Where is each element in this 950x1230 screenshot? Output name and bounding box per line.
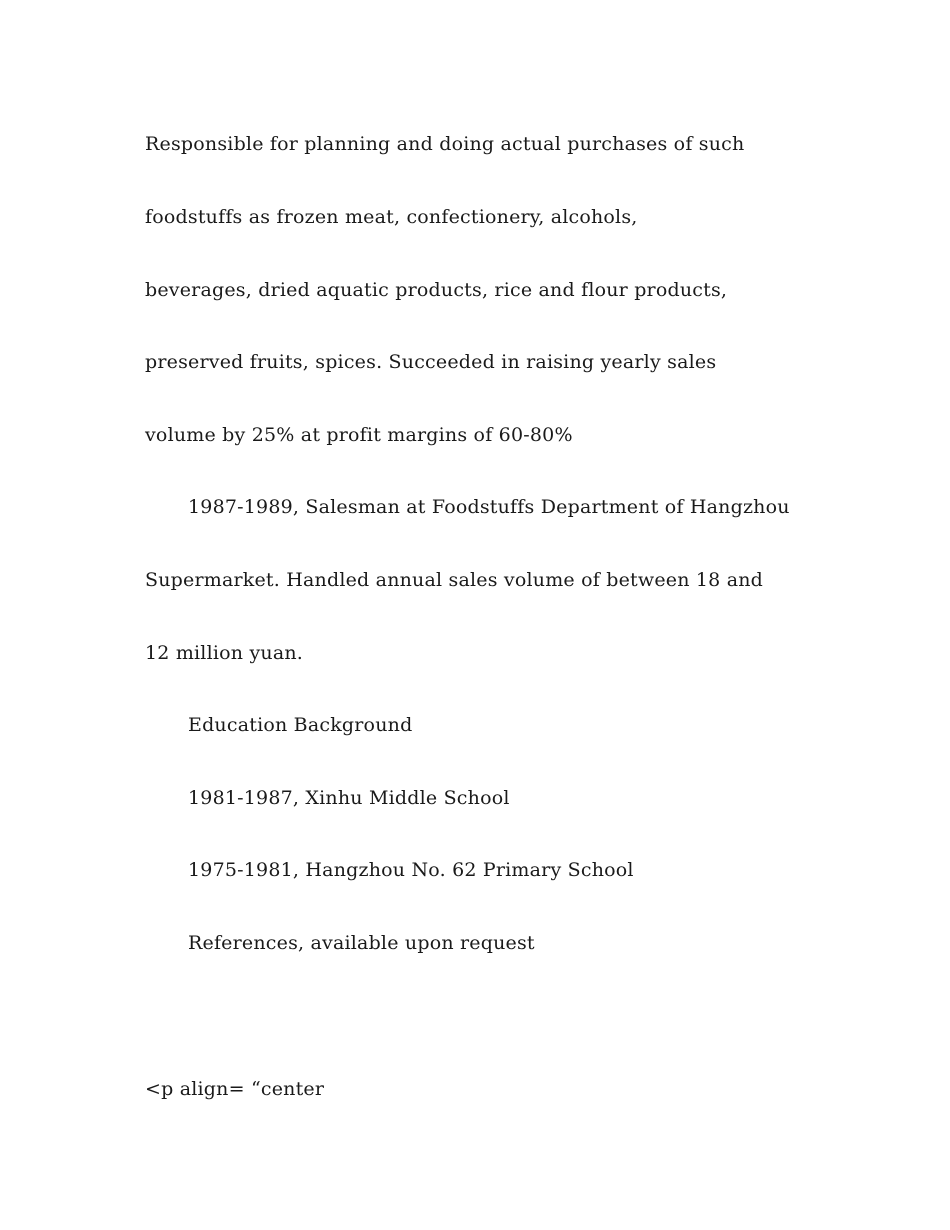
- body-text-line: 12 million yuan.: [145, 642, 304, 664]
- work-history-entry: 1987-1989, Salesman at Foodstuffs Department of Hangzhou: [188, 496, 790, 518]
- body-text-line: volume by 25% at profit margins of 60-80%: [145, 424, 573, 446]
- stray-markup-text: <p align= “center: [145, 1078, 325, 1100]
- body-text-line: foodstuffs as frozen meat, confectionery, alcohols,: [145, 206, 638, 228]
- body-text-line: preserved fruits, spices. Succeeded in raising yearly sales: [145, 351, 717, 373]
- body-text-line: Responsible for planning and doing actual purchases of such: [145, 133, 745, 155]
- body-text-line: Supermarket. Handled annual sales volume of between 18 and: [145, 569, 764, 591]
- education-entry: 1981-1987, Xinhu Middle School: [188, 787, 510, 809]
- education-entry: 1975-1981, Hangzhou No. 62 Primary School: [188, 859, 634, 881]
- references-line: References, available upon request: [188, 932, 535, 954]
- body-text-line: beverages, dried aquatic products, rice and flour products,: [145, 279, 728, 301]
- section-heading-education: Education Background: [188, 714, 413, 736]
